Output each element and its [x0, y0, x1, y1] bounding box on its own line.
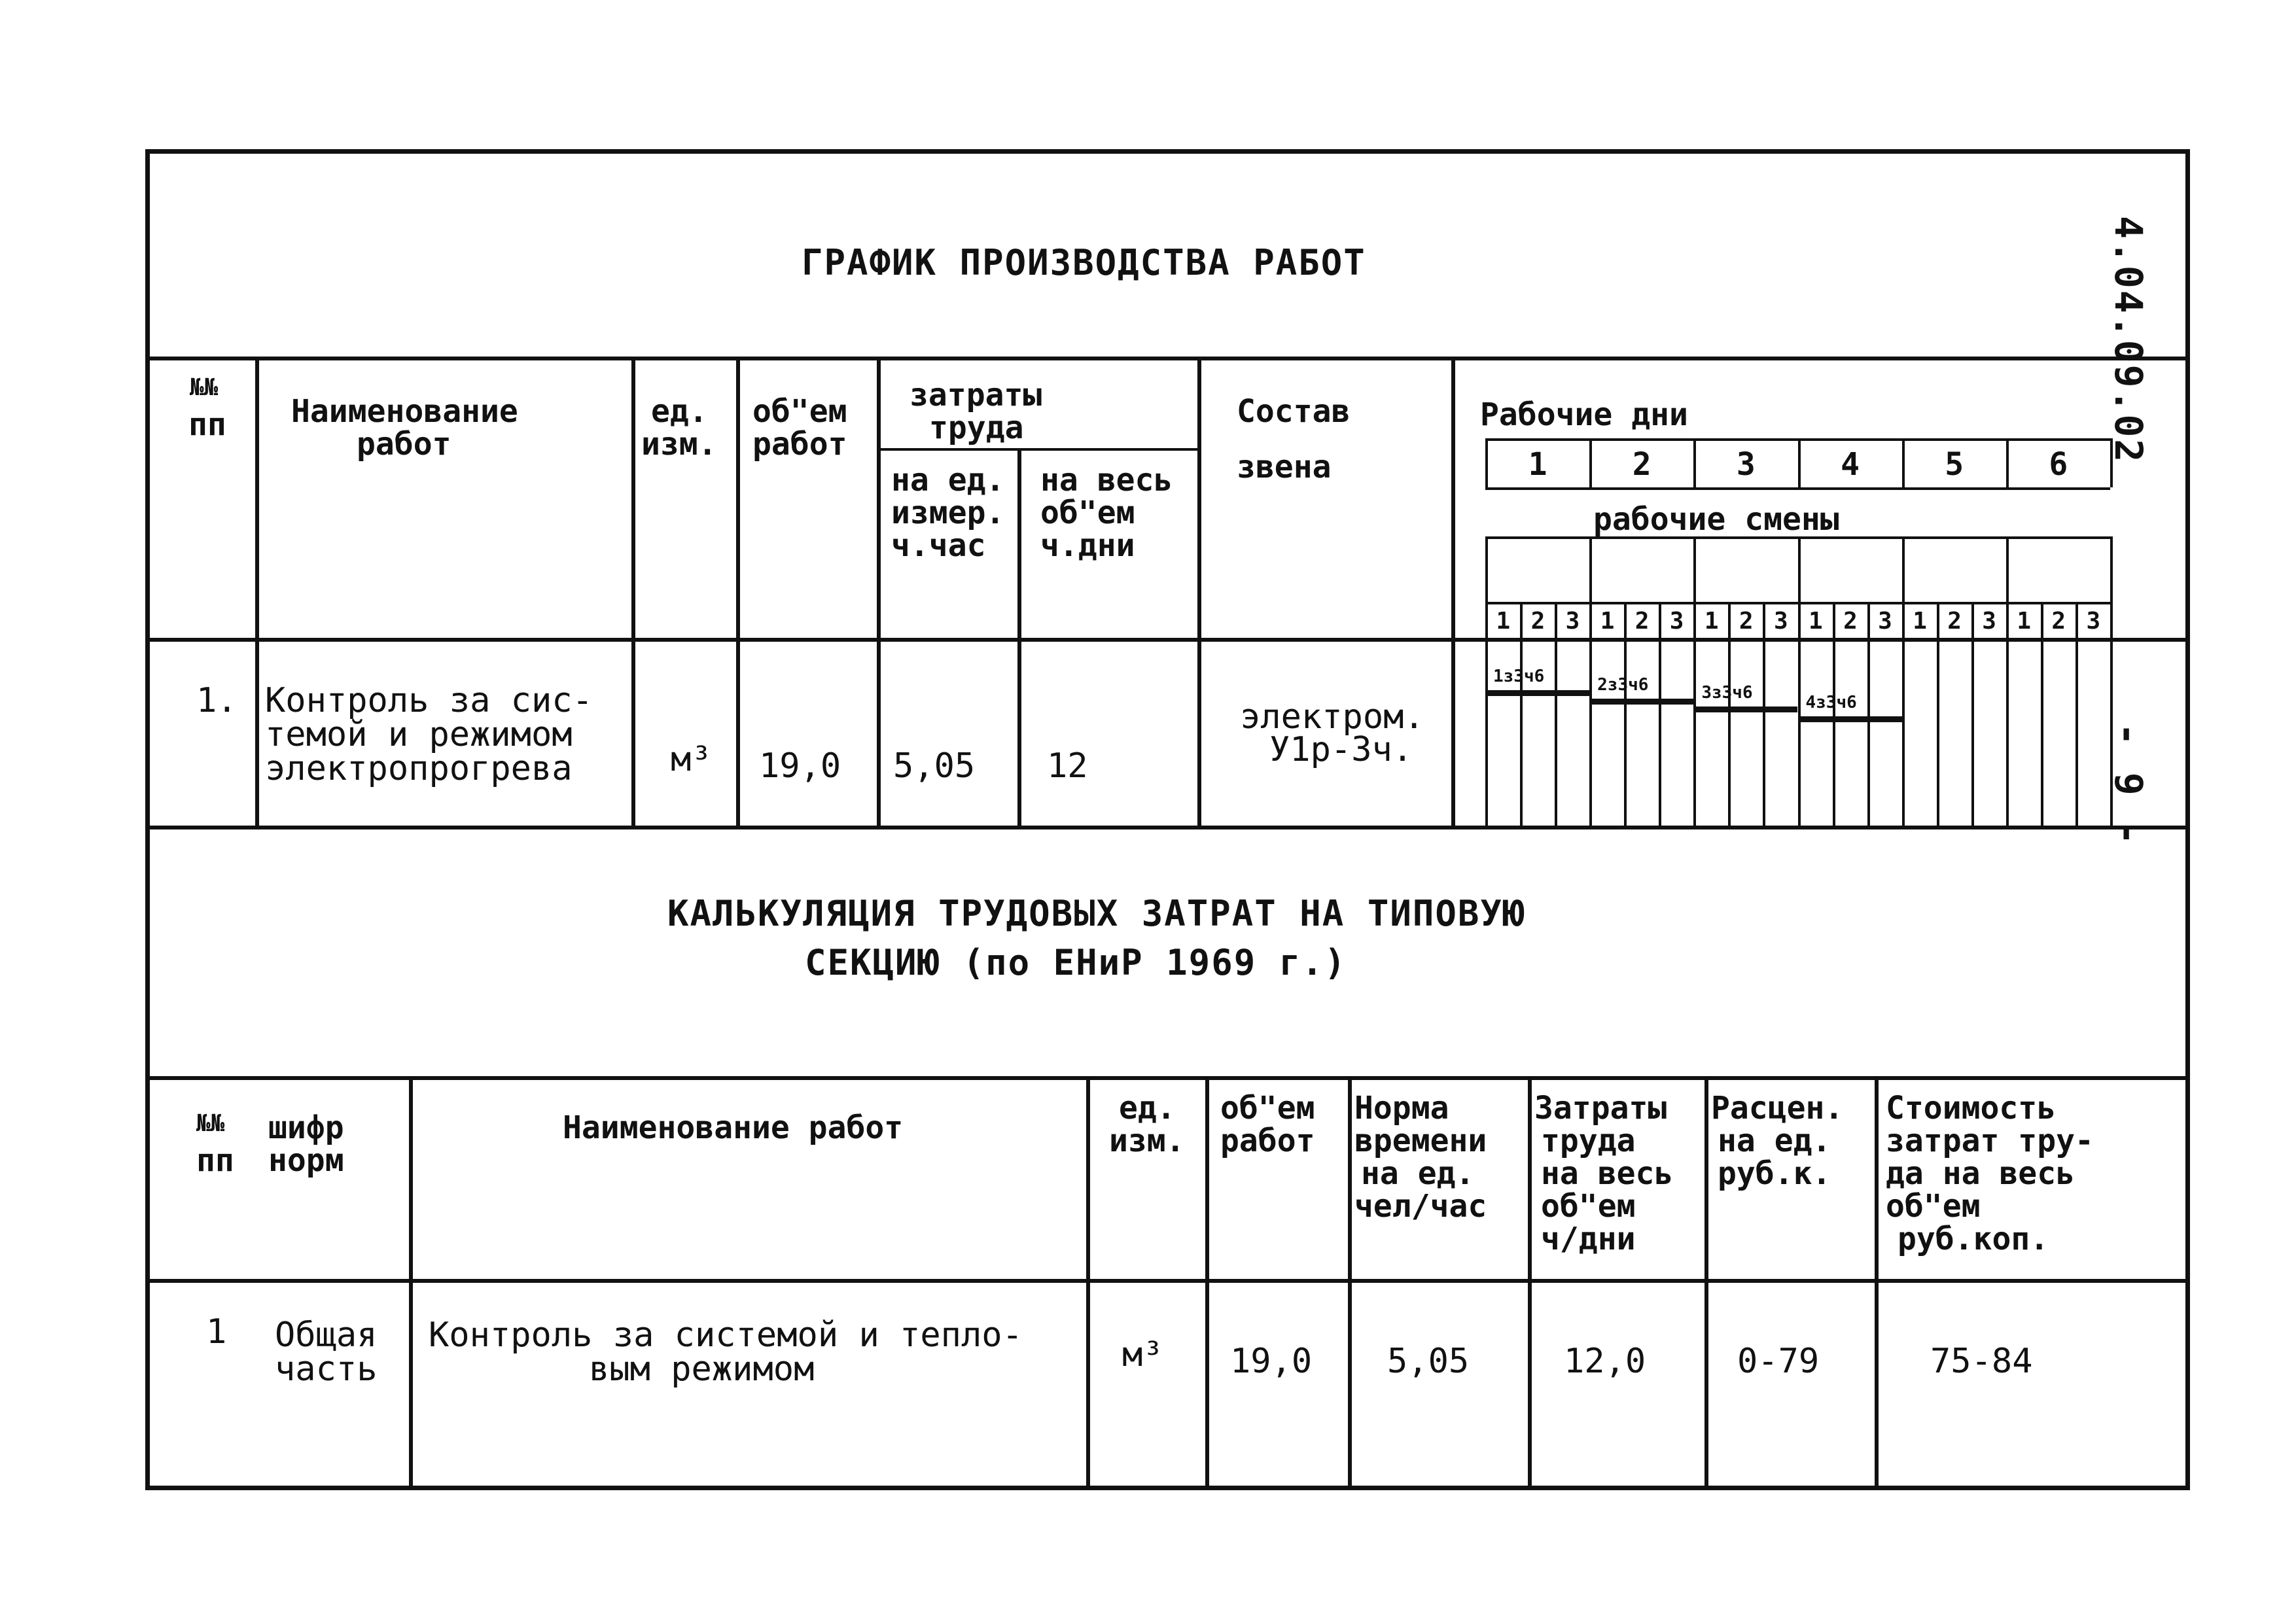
schedule-header-bottom-line [145, 638, 2190, 642]
day-shift-divider [1798, 536, 1801, 826]
form-frame [145, 149, 2190, 1490]
sched-row-volume: 19,0 [759, 746, 841, 786]
sched-num-header-2: пп [188, 406, 226, 443]
calc-cost-header-3: да на весь [1886, 1155, 2075, 1192]
sched-row-num: 1. [196, 681, 238, 720]
shift-divider [1867, 602, 1870, 826]
day-label-6: 6 [2049, 446, 2068, 483]
shift-label: 2 [2051, 608, 2066, 635]
calc-row-unit: м³ [1122, 1335, 1163, 1374]
shift-divider [1728, 602, 1731, 826]
gantt-bar [1589, 699, 1693, 705]
day-box-bottom-line [1485, 487, 2110, 490]
shift-label: 1 [1496, 608, 1511, 635]
calc-row-code-2: часть [275, 1350, 378, 1389]
calc-norm-header-1: Норма [1354, 1090, 1449, 1126]
sched-labor-unit-1: на ед. [891, 462, 1005, 498]
shift-label: 2 [1947, 608, 1962, 635]
sched-row-crew-1: электром. [1240, 697, 1424, 737]
calc-unit-header-1: ед. [1119, 1090, 1176, 1126]
day-divider [1693, 438, 1696, 487]
shift-divider [1833, 602, 1835, 826]
calc-row-num: 1 [206, 1312, 227, 1352]
day-divider [1902, 438, 1905, 487]
sched-row-labor-per-unit: 5,05 [893, 746, 976, 786]
day-label-5: 5 [1945, 446, 1964, 483]
shift-label: 3 [1878, 608, 1892, 635]
shift-label: 2 [1843, 608, 1858, 635]
col-line [877, 357, 881, 826]
labor-split-line [880, 448, 1201, 451]
calc-labor-header-4: об"ем [1541, 1188, 1636, 1225]
calc-col-line [409, 1076, 413, 1490]
work-days-header: Рабочие дни [1480, 396, 1688, 433]
calc-header-bottom-line [145, 1279, 2190, 1283]
col-line [1017, 448, 1021, 826]
day-divider [2110, 438, 2113, 487]
sched-crew-header-1: Состав [1237, 393, 1351, 430]
day-shift-divider [1485, 536, 1488, 826]
shift-label: 2 [1739, 608, 1754, 635]
col-line [736, 357, 740, 826]
schedule-bottom-line [145, 826, 2190, 829]
sched-labor-unit-2: измер. [891, 495, 1005, 531]
gantt-bar [1485, 690, 1589, 696]
calc-row-code-1: Общая [275, 1316, 378, 1355]
gantt-bar-label: 1з3ч6 [1493, 667, 1545, 686]
calc-norm-header-4: чел/час [1354, 1188, 1487, 1225]
calc-volume-header-2: работ [1220, 1123, 1315, 1159]
gantt-bar-label: 4з3ч6 [1805, 693, 1857, 712]
sched-unit-header-1: ед. [651, 393, 708, 430]
col-line [631, 357, 635, 826]
shift-label: 3 [1982, 608, 1996, 635]
calc-rate-header-3: руб.к. [1718, 1155, 1831, 1192]
schedule-header-top-line [145, 357, 2190, 360]
calc-cost-header-4: об"ем [1886, 1188, 1981, 1225]
calc-row-rate: 0-79 [1737, 1342, 1820, 1381]
sched-volume-header-2: работ [752, 426, 847, 462]
shift-label: 1 [1809, 608, 1823, 635]
day-label-1: 1 [1528, 446, 1547, 483]
shift-label: 2 [1634, 608, 1650, 635]
calc-col-line [1348, 1076, 1352, 1490]
calc-labor-header-2: труда [1541, 1123, 1636, 1159]
calc-row-labor: 12,0 [1564, 1342, 1646, 1381]
shift-divider [1971, 602, 1974, 826]
calc-col-line [1704, 1076, 1708, 1490]
day-divider [1485, 438, 1488, 487]
shift-label: 3 [1773, 608, 1788, 635]
calc-title-1: КАЛЬКУЛЯЦИЯ ТРУДОВЫХ ЗАТРАТ НА ТИПОВУЮ [667, 893, 1526, 934]
shift-label: 3 [1669, 608, 1684, 635]
calc-norm-header-2: времени [1354, 1123, 1487, 1159]
calc-unit-header-2: изм. [1109, 1123, 1185, 1159]
calc-col-line [1528, 1076, 1532, 1490]
document-code: 4.04.09.02 [2106, 216, 2151, 464]
col-line [1197, 357, 1201, 826]
calc-rate-header-2: на ед. [1718, 1123, 1831, 1159]
sched-volume-header-1: об"ем [752, 393, 847, 430]
sched-labor-total-2: об"ем [1040, 495, 1135, 531]
shift-divider [1763, 602, 1765, 826]
day-divider [1798, 438, 1801, 487]
shift-label: 3 [2086, 608, 2101, 635]
sched-labor-total-3: ч.дни [1040, 527, 1135, 564]
day-label-4: 4 [1841, 446, 1860, 483]
sched-labor-header-2: труда [929, 410, 1024, 446]
shift-label: 1 [1913, 608, 1927, 635]
sched-row-name-3: электропрогрева [265, 749, 573, 788]
calc-num-header-1: №№ [196, 1110, 225, 1137]
shift-divider [1555, 602, 1557, 826]
shift-divider [1520, 602, 1523, 826]
shift-label: 1 [1600, 608, 1615, 635]
calc-name-header: Наименование работ [563, 1109, 904, 1146]
sched-name-header-1: Наименование [291, 393, 518, 430]
work-shifts-header: рабочие смены [1593, 501, 1839, 538]
col-line [1451, 357, 1455, 826]
calc-row-norm: 5,05 [1387, 1342, 1470, 1381]
sched-labor-total-1: на весь [1040, 462, 1173, 498]
day-shift-divider [2110, 536, 2113, 826]
calc-volume-header-1: об"ем [1220, 1090, 1315, 1126]
sched-unit-header-2: изм. [641, 426, 717, 462]
calc-row-name-1: Контроль за системой и тепло- [429, 1316, 1023, 1355]
sched-row-name-1: Контроль за сис- [265, 681, 593, 720]
calc-header-top-line [145, 1076, 2190, 1080]
shift-label: 3 [1565, 608, 1580, 635]
calc-row-volume: 19,0 [1230, 1342, 1313, 1381]
calc-code-header-1: шифр [268, 1109, 344, 1146]
sched-crew-header-2: звена [1237, 449, 1332, 485]
day-shift-divider [1589, 536, 1592, 826]
calc-cost-header-5: руб.коп. [1898, 1221, 2049, 1257]
calc-labor-header-5: ч/дни [1541, 1221, 1636, 1257]
gantt-bar [1693, 707, 1797, 712]
col-line [255, 357, 259, 826]
day-shift-divider [2006, 536, 2009, 826]
sched-labor-unit-3: ч.час [891, 527, 986, 564]
sched-name-header-2: работ [357, 426, 451, 462]
calc-title-2: СЕКЦИЮ (по ЕНиР 1969 г.) [805, 942, 1347, 983]
sched-row-unit: м³ [671, 740, 712, 779]
day-label-3: 3 [1736, 446, 1756, 483]
sched-row-crew-2: У1р-3ч. [1269, 730, 1413, 769]
calc-row-name-2: вым режимом [589, 1350, 815, 1389]
sched-row-labor-total: 12 [1047, 746, 1088, 786]
day-divider [1589, 438, 1592, 487]
calc-col-line [1205, 1076, 1209, 1490]
shift-label: 1 [2017, 608, 2032, 635]
shift-divider [1937, 602, 1939, 826]
gantt-bar-label: 3з3ч6 [1701, 683, 1753, 703]
shift-label: 2 [1530, 608, 1545, 635]
shift-label: 1 [1704, 608, 1719, 635]
calc-code-header-2: норм [268, 1142, 344, 1179]
shift-divider [2075, 602, 2078, 826]
page-number: - 9 - [2106, 723, 2151, 847]
calc-row-cost: 75-84 [1930, 1342, 2033, 1381]
day-label-2: 2 [1632, 446, 1651, 483]
calc-cost-header-2: затрат тру- [1886, 1123, 2094, 1159]
gantt-bar-label: 2з3ч6 [1597, 675, 1649, 695]
calc-num-header-2: пп [196, 1142, 234, 1179]
day-shift-divider [1902, 536, 1905, 826]
day-shift-divider [1693, 536, 1696, 826]
shift-divider [2041, 602, 2043, 826]
gantt-bar [1798, 716, 1902, 722]
calc-labor-header-1: Затраты [1534, 1090, 1667, 1126]
schedule-title: ГРАФИК ПРОИЗВОДСТВА РАБОТ [802, 242, 1366, 283]
calc-cost-header-1: Стоимость [1886, 1090, 2057, 1126]
calc-col-line [1086, 1076, 1090, 1490]
calc-col-line [1875, 1076, 1879, 1490]
calc-rate-header-1: Расцен. [1711, 1090, 1844, 1126]
calc-labor-header-3: на весь [1541, 1155, 1674, 1192]
shift-divider [1624, 602, 1627, 826]
shift-divider [1659, 602, 1661, 826]
day-divider [2006, 438, 2009, 487]
sched-row-name-2: темой и режимом [265, 715, 573, 754]
sched-num-header-1: №№ [190, 374, 219, 401]
sched-labor-header-1: затраты [910, 377, 1042, 413]
calc-norm-header-3: на ед. [1361, 1155, 1475, 1192]
